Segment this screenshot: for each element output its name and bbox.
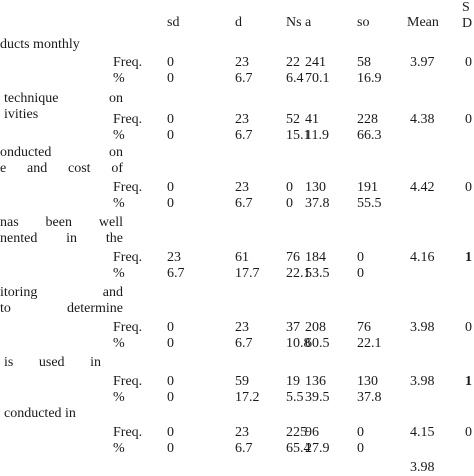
sd-cell: 0 (465, 320, 472, 335)
footer-mean: 3.98 (410, 460, 435, 475)
cell: 6.7 (235, 336, 253, 351)
cell: 37 (286, 320, 300, 335)
cell: 23 (167, 250, 181, 265)
freq-label: Freq. (113, 55, 143, 70)
cell: 0 (167, 71, 174, 86)
mean-cell: 4.16 (410, 250, 435, 265)
cell: 55.5 (357, 196, 382, 211)
cell: 6.4 (286, 71, 304, 86)
statement-text: ducts monthly (0, 37, 80, 52)
pct-label: % (113, 441, 125, 456)
cell: 66.3 (357, 128, 382, 143)
cell: 16.9 (357, 71, 382, 86)
sd-cell: 0 (465, 425, 472, 440)
cell: 0 (357, 425, 364, 440)
cell: 60.5 (305, 336, 330, 351)
cell: 130 (357, 374, 378, 389)
cell: 39.5 (305, 390, 330, 405)
cell: 37.8 (357, 390, 382, 405)
header-sd: sd (167, 15, 180, 30)
cell: 191 (357, 180, 378, 195)
sd-cell: 1 (465, 374, 472, 389)
mean-cell: 4.42 (410, 180, 435, 195)
statement-text: is used in (4, 355, 101, 370)
header-mean: Mean (407, 15, 439, 30)
mean-cell: 3.98 (410, 374, 435, 389)
cell: 184 (305, 250, 326, 265)
cell: 6.7 (167, 266, 185, 281)
cell: 0 (167, 425, 174, 440)
cell: 0 (167, 336, 174, 351)
cell: 0 (167, 128, 174, 143)
cell: 0 (167, 441, 174, 456)
cell: 17.2 (235, 390, 260, 405)
cell: 37.8 (305, 196, 330, 211)
cell: 6.7 (235, 71, 253, 86)
cell: 11.9 (305, 128, 329, 143)
cell: 70.1 (305, 71, 330, 86)
cell: 23 (235, 112, 249, 127)
pct-label: % (113, 196, 125, 211)
cell: 22.1 (286, 266, 311, 281)
mean-cell: 4.15 (410, 425, 435, 440)
cell: 61 (235, 250, 249, 265)
cell: 22.1 (357, 336, 382, 351)
statement-text: technique on (4, 91, 123, 106)
freq-label: Freq. (113, 374, 143, 389)
cell: 5.5 (286, 390, 304, 405)
statement-text: nas been well (0, 215, 123, 230)
cell: 136 (305, 374, 326, 389)
cell: 0 (167, 196, 174, 211)
sd-cell: 0 (465, 55, 472, 70)
cell: 52 (286, 112, 300, 127)
header-a: a (305, 15, 312, 30)
cell: 208 (305, 320, 326, 335)
cell: 0 (167, 180, 174, 195)
cell: 0 (286, 196, 293, 211)
cell: 241 (305, 55, 326, 70)
cell: 6.7 (235, 128, 253, 143)
statement-text: onducted on (0, 145, 123, 160)
header-so: so (357, 15, 370, 30)
cell: 23 (235, 425, 249, 440)
sd-cell: 0 (465, 112, 472, 127)
freq-label: Freq. (113, 320, 143, 335)
sd-cell: 1 (465, 250, 472, 265)
cell: 76 (357, 320, 371, 335)
statement-text: itoring and (0, 285, 123, 300)
freq-label: Freq. (113, 250, 143, 265)
cell: 23 (235, 180, 249, 195)
cell: 22 (286, 55, 300, 70)
header-std-dev-top: S (462, 0, 470, 15)
cell: 17.7 (235, 266, 260, 281)
pct-label: % (113, 128, 125, 143)
cell: 10.8 (286, 336, 311, 351)
freq-label: Freq. (113, 112, 143, 127)
pct-label: % (113, 71, 125, 86)
cell: 76 (286, 250, 300, 265)
cell: 0 (167, 55, 174, 70)
cell: 225 (286, 425, 307, 440)
pct-label: % (113, 390, 125, 405)
pct-label: % (113, 266, 125, 281)
header-ns: Ns (286, 15, 302, 30)
cell: 53.5 (305, 266, 330, 281)
cell: 15.1 (286, 128, 311, 143)
cell: 58 (357, 55, 371, 70)
mean-cell: 3.97 (410, 55, 435, 70)
sd-cell: 0 (465, 180, 472, 195)
cell: 0 (357, 250, 364, 265)
cell: 59 (235, 374, 249, 389)
cell: 6.7 (235, 441, 253, 456)
statement-text: ivities (4, 107, 39, 122)
cell: 27.9 (305, 441, 330, 456)
statement-text: e and cost of (0, 161, 123, 176)
statement-text: conducted in (4, 406, 76, 421)
freq-label: Freq. (113, 180, 143, 195)
cell: 65.4 (286, 441, 311, 456)
cell: 19 (286, 374, 300, 389)
cell: 0 (357, 266, 364, 281)
statement-text: to determine (0, 301, 123, 316)
cell: 0 (167, 320, 174, 335)
cell: 6.7 (235, 196, 253, 211)
pct-label: % (113, 336, 125, 351)
cell: 41 (305, 112, 319, 127)
header-d: d (235, 15, 242, 30)
cell: 0 (167, 374, 174, 389)
header-std-dev-bottom: D (462, 16, 473, 31)
cell: 23 (235, 55, 249, 70)
cell: 0 (286, 180, 293, 195)
mean-cell: 3.98 (410, 320, 435, 335)
cell: 96 (305, 425, 319, 440)
cell: 23 (235, 320, 249, 335)
cell: 0 (357, 441, 364, 456)
freq-label: Freq. (113, 425, 143, 440)
statement-text: nented in the (0, 231, 123, 246)
cell: 0 (167, 112, 174, 127)
cell: 0 (167, 390, 174, 405)
mean-cell: 4.38 (410, 112, 435, 127)
cell: 228 (357, 112, 378, 127)
cell: 130 (305, 180, 326, 195)
